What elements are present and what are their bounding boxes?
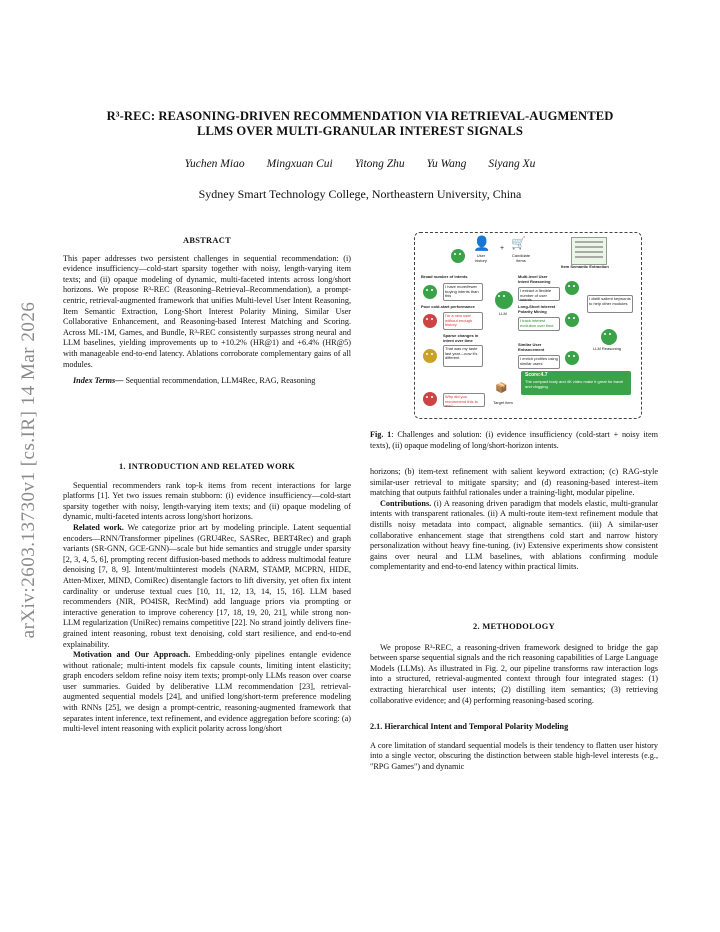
bubble-2: I'm a new user without enough history	[443, 312, 483, 330]
output-4: I distill salient keywords to help other modules	[587, 295, 633, 313]
subsection-2-1-paragraph: A core limitation of standard sequential models is their tendency to flatten user history into a single vector, obscuring the distinction between stable high-level interests (e.g., "RPG Games") and dynamic	[370, 740, 658, 771]
bubble-1: I have more/fewer buying intents than this	[443, 283, 483, 301]
label-target-item: Target item	[493, 400, 513, 405]
label-similar-user: Similar User Enhancement	[518, 342, 545, 352]
author: Yuchen Miao	[184, 158, 245, 170]
robot-icon	[451, 249, 465, 263]
affiliation: Sydney Smart Technology College, Northeastern University, China	[198, 187, 522, 201]
intro-continued: horizons; (b) item-text refinement with salient keyword extraction; (c) RAG-style similar-user retrieval to mitigate sparsity; and (d) reasoning-based interest–item matching that outputs faithful rationales under a training-light, modular pipeline.	[370, 467, 658, 498]
title-line-2: LLMS OVER MULTI-GRANULAR INTEREST SIGNALS	[196, 124, 523, 138]
abstract-heading: ABSTRACT	[182, 236, 231, 245]
author: Mingxuan Cui	[266, 158, 333, 170]
label-multi-level: Multi-level User Intent Reasoning	[518, 274, 551, 284]
output-1: I extract a flexible number of user intents	[518, 287, 560, 301]
label-candidate-items: Candidate items	[511, 253, 531, 263]
arxiv-stamp: arXiv:2603.13730v1 [cs.IR] 14 Mar 2026	[18, 301, 39, 639]
label-cold-start: Poor cold-start performance	[421, 304, 475, 309]
reasoning-robot	[601, 329, 617, 345]
plus-icon: +	[500, 245, 505, 252]
label-llm-reasoning: LLM Reasoning	[593, 346, 622, 351]
methodology-section	[370, 622, 658, 773]
user-avatar-3	[423, 349, 437, 363]
user-icon: 👤	[473, 235, 491, 251]
section-2-heading: 2. METHODOLOGY	[473, 622, 555, 631]
bubble-4: Why did you recommend this to me?	[443, 393, 485, 407]
cart-icon: 🛒	[511, 236, 526, 250]
user-avatar-2	[423, 314, 437, 328]
author: Yu Wang	[426, 158, 467, 170]
module-robot-3	[565, 351, 579, 365]
author: Siyang Xu	[488, 158, 536, 170]
label-broad-number: Broad number of intents	[421, 274, 468, 279]
label-user-history: User history	[475, 253, 487, 263]
motivation-paragraph: Motivation and Our Approach. Embedding-only pipelines entangle evidence without rationale; multi-intent models fix capsule counts, limiting intent elasticity; graph encoders seldom refine noisy item texts; prompt-only LLMs reason over coarse user summaries. Guided by deliberative LLM recommendation [23], retrieval-augmented sequential models [24], and unified long/short-term preference modeling with RNNs [25], we design a prompt-centric, reasoning-augmented framework that separates intent inference, text refinement, and evidence aggregation before scoring: (a) multi-level intent reasoning with explicit polarity across long/short	[63, 650, 352, 734]
score-box: Score:4.7 The compact body and 4K video make it great for travel and vlogging.	[521, 371, 631, 395]
subsection-2-1-heading: 2.1. Hierarchical Intent and Temporal Polarity Modeling	[370, 722, 569, 732]
label-item-semantic: Item Semantic Extraction	[561, 264, 609, 269]
methodology-paragraph: We propose R³-REC, a reasoning-driven framework designed to bridge the gap between sparse sequential signals and the rich reasoning capabilities of Large Language Models (LLMs). As illustrated in Fig. 2, our pipeline transforms raw interaction logs into a structured, retrieval-augmented context through four integrated stages: (1) extracting hierarchical user intents; (2) distilling item semantics; (3) retrieving collaborative evidence; and (4) performing reasoning-based scoring.	[370, 642, 658, 705]
intro-section	[63, 462, 351, 735]
abstract-body: This paper addresses two persistent challenges in sequential recommendation: (i) evidence insufficiency—cold-start sparsity together with noisy, length-varying item texts; and (ii) opaque modeling of dynamic, multi-faceted intents across long/short horizons. We propose R³-REC (Reasoning–Retrieval–Recommendation), a prompt-centric, retrieval-augmented framework that unifies Multi-level User Intent Reasoning, Item Semantic Extraction, Long-Short Interest Polarity Mining, Similar User Collaborative Enhancement, and Reasoning-based Interest Matching and Scoring. Across ML-1M, Games, and Bundle, R³-REC consistently surpasses strong neural and LLM baselines, yielding improvements up to +10.2% (HR@1) and +6.4% (HR@5) with manageable end-to-end latency. Ablations corroborate complementary gains of all modules.	[63, 253, 351, 369]
author: Yitong Zhu	[354, 158, 405, 170]
figure-1-caption: Fig. 1: Challenges and solution: (i) evidence insufficiency (cold-start + noisy item texts), (ii) opaque modeling of long/short-horizon intents.	[370, 430, 659, 450]
contributions-paragraph: Contributions. (i) A reasoning driven paradigm that models elastic, multi-granular intents with transparent rationales. (ii) A multi-route item-text refinement module that distills noisy metadata into compact, alignable semantics. (iii) A similar-user collaborative enhancement stage that strengthens cold start and narrow history personalization without heavy fine-tuning. (iv) Extensive experiments show consistent gains over neural and LLM baselines, with ablations confirming module complementarity and end-to-end latency within practical limits.	[370, 498, 658, 572]
user-avatar-1	[423, 285, 437, 299]
bubble-3: That was my taste last year—now it's different	[443, 345, 483, 367]
target-item-icon: 📦	[495, 383, 508, 394]
author-list	[60, 158, 660, 170]
label-sparse-changes: Sparse changes in intent over time	[443, 333, 479, 343]
item-doc-panel	[571, 237, 607, 265]
llm-robot-icon	[495, 291, 513, 309]
output-2: I track interest evolution over time	[518, 317, 560, 331]
user-avatar-4	[423, 392, 437, 406]
figure-1	[414, 232, 642, 419]
output-3: I enrich profiles using similar users	[518, 355, 560, 369]
paper-title	[60, 109, 660, 139]
label-long-short: Long-Short Interest Polarity Mining	[518, 304, 556, 314]
title-line-1: R³-REC: REASONING-DRIVEN RECOMMENDATION VIA RETRIEVAL-AUGMENTED	[106, 109, 614, 123]
module-robot-2	[565, 313, 579, 327]
related-work-paragraph: Related work. We categorize prior art by modeling principle. Latent sequential encoders—RNN/Transformer pipelines (GRU4Rec, SASRec, BERT4Rec) and graph variants (SR-GNN, GCE-GNN)—scale but hide semantics and struggle under sparsity [2, 3, 4, 5, 6], prompting recent diffusion-based methods to address multimodal feature denoising [7, 8, 9]. Intent/multiinterest models (NARM, STAMP, MCPRN, HIDE, Atten-Mixer, MIND, ComiRec) disentangle factors to lift diversity, yet often fix intent cardinality or underuse textual cues [10, 11, 12, 13, 14, 15, 16]. LLM based recommenders (NIR, PO4ISR, RecMind) add language priors via prompting or interactive generation to improve coherency [17, 18, 19, 20, 21], while strong non-LLM regularization (UniRec) remains competitive [22]. No strand jointly delivers fine-grained intent reasoning, robust text denoising, cold start resilience, and end-to-end explainability.	[63, 522, 351, 649]
intro-paragraph-1: Sequential recommenders rank top-k items from recent interactions for large platforms [1]. Yet two issues remain stubborn: (i) evidence insufficiency—cold-start sparsity together with noisy, length-varying item texts; and (ii) opaque modeling of dynamic, multi-faceted intents across long/short horizons.	[63, 480, 351, 522]
index-terms: Index Terms— Sequential recommendation, LLM4Rec, RAG, Reasoning	[73, 376, 316, 386]
label-llm: LLM	[499, 311, 507, 316]
abstract-section	[63, 236, 351, 387]
section-1-heading: 1. INTRODUCTION AND RELATED WORK	[118, 462, 296, 471]
module-robot-1	[565, 281, 579, 295]
right-intro	[370, 467, 658, 573]
